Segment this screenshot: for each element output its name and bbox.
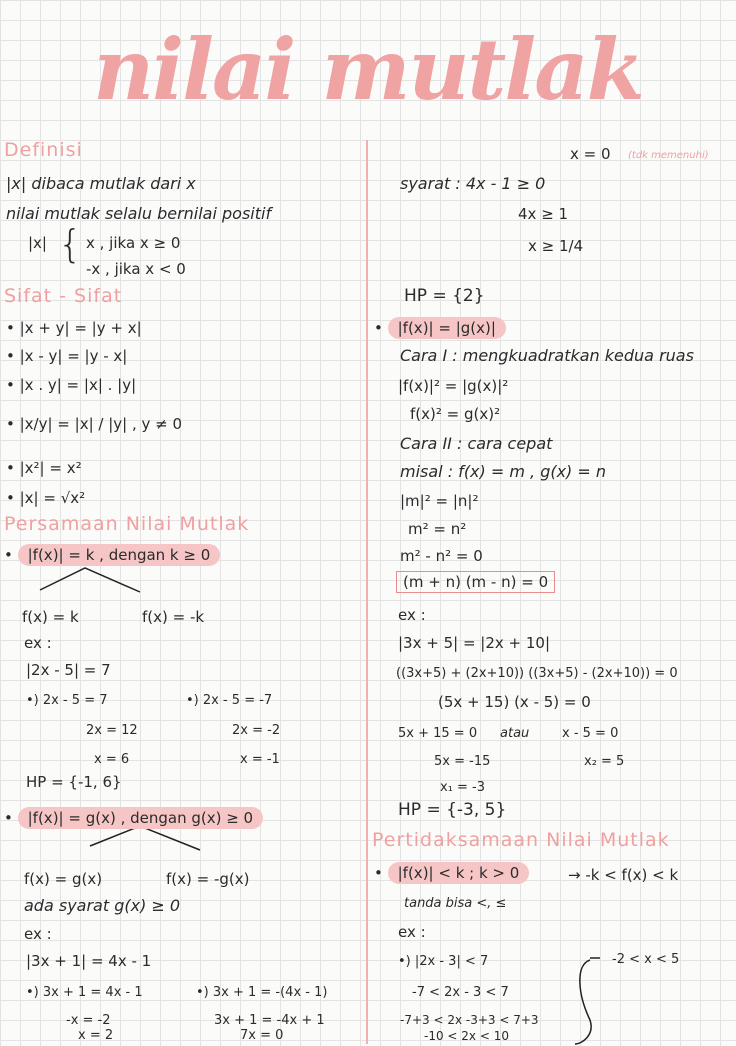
method-2-misal: misal : f(x) = m , g(x) = n	[400, 462, 607, 481]
example-2-left-3: x = 2	[78, 1028, 114, 1043]
inequality-rule-highlight: |f(x)| < k ; k > 0	[388, 862, 530, 884]
example-2-left-2: -x = -2	[66, 1013, 111, 1028]
example-3-d2: atau	[500, 726, 530, 741]
example-2-right-3: 7x = 0	[240, 1028, 284, 1043]
definition-case-2: -x , jika x < 0	[86, 260, 186, 278]
example-4-d: -10 < 2x < 10	[424, 1029, 509, 1043]
example-3-e1: 5x = -15	[434, 754, 491, 769]
equation-rule: • |f(x)| = k , dengan k ≥ 0	[4, 545, 220, 565]
example-3-a: |3x + 5| = |2x + 10|	[398, 634, 550, 652]
method-2-a: |m|² = |n|²	[400, 492, 479, 510]
definition-line-1: |x| dibaca mutlak dari x	[6, 174, 196, 193]
equation2-case-b: f(x) = -g(x)	[166, 870, 250, 888]
property-4: • |x/y| = |x| / |y| , y ≠ 0	[6, 415, 183, 433]
inequality-note: tanda bisa <, ≤	[404, 896, 507, 911]
boxed-result: (m + n) (m - n) = 0	[396, 571, 555, 593]
example-2-label: ex :	[24, 925, 52, 943]
example-1-label: ex :	[24, 634, 52, 652]
properties-heading: Sifat - Sifat	[4, 285, 123, 307]
definition-case-1: x , jika x ≥ 0	[86, 234, 181, 252]
example-1-right-1: •) 2x - 5 = -7	[186, 693, 273, 708]
hp-2: HP = {-3, 5}	[398, 800, 507, 820]
property-1: • |x + y| = |y + x|	[6, 319, 142, 337]
example-3-d3: x - 5 = 0	[562, 726, 619, 741]
condition-1: syarat : 4x - 1 ≥ 0	[400, 174, 546, 193]
example-3-c: (5x + 15) (x - 5) = 0	[438, 693, 591, 711]
method-1: Cara I : mengkuadratkan kedua ruas	[400, 346, 694, 365]
definition-line-2: nilai mutlak selalu bernilai positif	[6, 204, 272, 223]
example-1-left-3: x = 6	[94, 752, 130, 767]
method-1-a: |f(x)|² = |g(x)|²	[398, 377, 509, 395]
example-4-b: -7 < 2x - 3 < 7	[412, 985, 509, 1000]
inequality-heading: Pertidaksamaan Nilai Mutlak	[372, 829, 670, 851]
r-top-result: x = 0	[570, 145, 611, 163]
example-3-e2: x₂ = 5	[584, 754, 625, 769]
inequality-result: → -k < f(x) < k	[568, 866, 679, 884]
rule-3: • |f(x)| = |g(x)|	[374, 318, 506, 338]
example-2-equation: |3x + 1| = 4x - 1	[26, 952, 152, 970]
method-2-c: m² - n² = 0	[400, 547, 483, 565]
method-2-b: m² = n²	[408, 520, 467, 538]
property-2: • |x - y| = |y - x|	[6, 347, 128, 365]
brace-icon: {	[58, 222, 83, 266]
equation-heading: Persamaan Nilai Mutlak	[4, 513, 250, 535]
example-4-a: •) |2x - 3| < 7	[398, 954, 489, 969]
condition-2: 4x ≥ 1	[518, 205, 569, 223]
example-2-left-1: •) 3x + 1 = 4x - 1	[26, 985, 143, 1000]
example-1-right-2: 2x = -2	[232, 723, 281, 738]
property-5: • |x²| = x²	[6, 459, 82, 477]
condition-3: x ≥ 1/4	[528, 237, 584, 255]
example-1-equation: |2x - 5| = 7	[26, 661, 111, 679]
example-4-label: ex :	[398, 923, 426, 941]
example-1-hp: HP = {-1, 6}	[26, 773, 122, 791]
r-top-note: (tdk memenuhi)	[628, 150, 709, 161]
example-3-f: x₁ = -3	[440, 780, 486, 795]
equation2-condition: ada syarat g(x) ≥ 0	[24, 896, 181, 915]
inequality-rule: • |f(x)| < k ; k > 0	[374, 863, 529, 883]
definition-abs: |x|	[28, 234, 47, 252]
example-3-d1: 5x + 15 = 0	[398, 726, 478, 741]
method-2: Cara II : cara cepat	[400, 434, 553, 453]
example-3-label: ex :	[398, 606, 426, 624]
example-4-c: -7+3 < 2x -3+3 < 7+3	[400, 1013, 539, 1027]
equation2-case-a: f(x) = g(x)	[24, 870, 103, 888]
method-2-d	[396, 572, 555, 592]
page-title: nilai mutlak	[93, 20, 643, 119]
example-2-right-1: •) 3x + 1 = -(4x - 1)	[196, 985, 328, 1000]
hp-1: HP = {2}	[404, 286, 485, 306]
definition-heading: Definisi	[4, 139, 83, 161]
example-4-result: -2 < x < 5	[612, 952, 680, 967]
equation-rule-highlight: |f(x)| = k , dengan k ≥ 0	[18, 544, 221, 566]
example-1-left-2: 2x = 12	[86, 723, 138, 738]
equation-case-b: f(x) = -k	[142, 608, 205, 626]
equation2-rule-highlight: |f(x)| = g(x) , dengan g(x) ≥ 0	[18, 807, 263, 829]
property-6: • |x| = √x²	[6, 489, 86, 507]
example-1-left-1: •) 2x - 5 = 7	[26, 693, 108, 708]
example-2-right-2: 3x + 1 = -4x + 1	[214, 1013, 325, 1028]
example-3-b: ((3x+5) + (2x+10)) ((3x+5) - (2x+10)) = 0	[396, 666, 678, 681]
equation-case-a: f(x) = k	[22, 608, 79, 626]
property-3: • |x . y| = |x| . |y|	[6, 376, 137, 394]
equation2-rule: • |f(x)| = g(x) , dengan g(x) ≥ 0	[4, 808, 263, 828]
rule-3-highlight: |f(x)| = |g(x)|	[388, 317, 506, 339]
example-1-right-3: x = -1	[240, 752, 280, 767]
method-1-b: f(x)² = g(x)²	[410, 405, 501, 423]
